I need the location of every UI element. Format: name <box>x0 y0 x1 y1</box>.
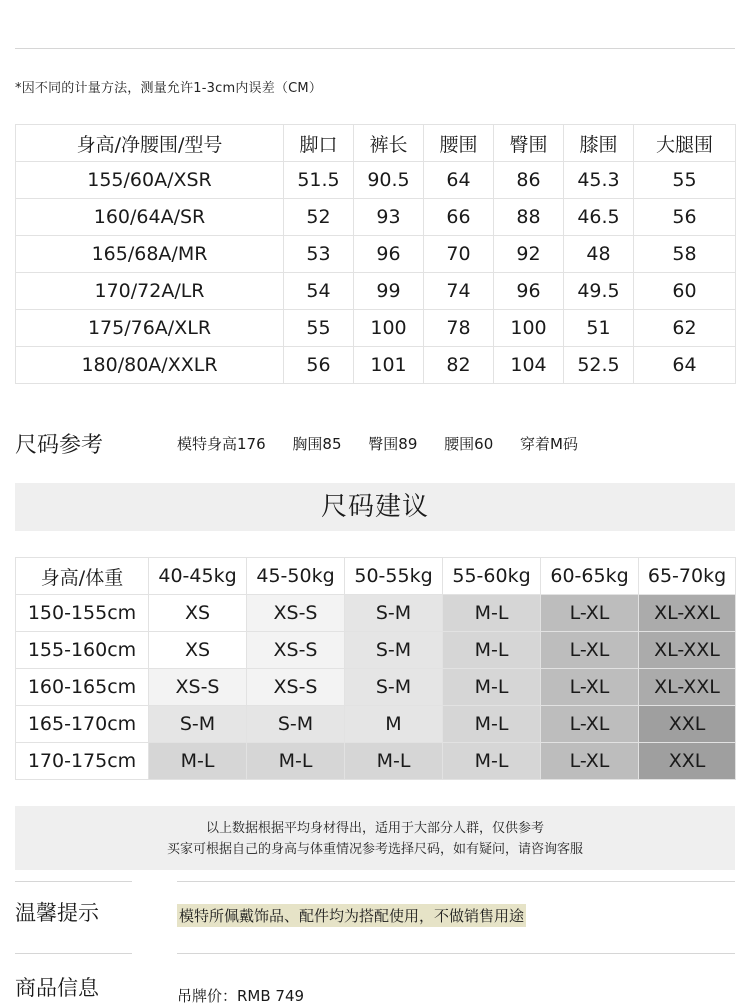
recommended-size-cell: XS-S <box>149 669 247 706</box>
recommended-size-cell: M <box>345 706 443 743</box>
column-header: 50-55kg <box>345 558 443 595</box>
recommended-size-cell: M-L <box>443 669 541 706</box>
measurement-cell: 55 <box>634 162 736 199</box>
recommended-size-cell: S-M <box>345 632 443 669</box>
height-range-cell: 155-160cm <box>16 632 149 669</box>
model-hip: 臀围89 <box>368 435 418 453</box>
recommended-size-cell: M-L <box>443 706 541 743</box>
measurement-cell: 49.5 <box>564 273 634 310</box>
size-reference-items <box>177 433 600 454</box>
table-row <box>16 310 736 347</box>
table-row <box>16 162 736 199</box>
measurement-cell: 62 <box>634 310 736 347</box>
table-row <box>16 632 736 669</box>
height-range-cell: 150-155cm <box>16 595 149 632</box>
column-header: 60-65kg <box>541 558 639 595</box>
recommended-size-cell: M-L <box>443 595 541 632</box>
recommended-size-cell: XS <box>149 632 247 669</box>
size-disclaimer <box>15 806 735 870</box>
measurement-cell: 70 <box>424 236 494 273</box>
measurement-cell: 99 <box>354 273 424 310</box>
column-header: 腰围 <box>424 125 494 162</box>
size-label-cell: 160/64A/SR <box>16 199 284 236</box>
measurement-cell: 56 <box>284 347 354 384</box>
model-height: 模特身高176 <box>177 435 266 453</box>
table-row <box>16 743 736 780</box>
measurement-cell: 66 <box>424 199 494 236</box>
measurement-cell: 58 <box>634 236 736 273</box>
column-header: 身高/净腰围/型号 <box>16 125 284 162</box>
measurement-cell: 55 <box>284 310 354 347</box>
table-row <box>16 347 736 384</box>
model-wearing-size: 穿着M码 <box>520 435 578 453</box>
size-reference-title: 尺码参考 <box>15 433 104 458</box>
top-divider <box>15 48 735 49</box>
measurement-cell: 46.5 <box>564 199 634 236</box>
disclaimer-line-2: 买家可根据自己的身高与体重情况参考选择尺码，如有疑问，请咨询客服 <box>166 842 583 857</box>
tag-price: 吊牌价：RMB 749 <box>177 987 305 1005</box>
measurement-cell: 60 <box>634 273 736 310</box>
info-divider-left <box>15 953 132 954</box>
model-waist: 腰围60 <box>444 435 494 453</box>
recommended-size-cell: S-M <box>345 669 443 706</box>
recommended-size-cell: M-L <box>247 743 345 780</box>
measurement-cell: 54 <box>284 273 354 310</box>
size-label-cell: 175/76A/XLR <box>16 310 284 347</box>
column-header: 身高/体重 <box>16 558 149 595</box>
size-label-cell: 170/72A/LR <box>16 273 284 310</box>
height-range-cell: 160-165cm <box>16 669 149 706</box>
recommended-size-cell: XS <box>149 595 247 632</box>
measurement-cell: 64 <box>634 347 736 384</box>
column-header: 65-70kg <box>639 558 736 595</box>
column-header: 55-60kg <box>443 558 541 595</box>
recommended-size-cell: L-XL <box>541 632 639 669</box>
measurement-cell: 100 <box>494 310 564 347</box>
recommended-size-cell: XXL <box>639 743 736 780</box>
size-advice-banner: 尺码建议 <box>15 483 735 531</box>
tips-divider-left <box>15 881 132 882</box>
table-header-row <box>16 125 736 162</box>
measurement-cell: 52.5 <box>564 347 634 384</box>
measurement-cell: 90.5 <box>354 162 424 199</box>
size-advice-table <box>15 557 736 780</box>
recommended-size-cell: XS-S <box>247 632 345 669</box>
measurement-cell: 92 <box>494 236 564 273</box>
measurement-cell: 52 <box>284 199 354 236</box>
recommended-size-cell: XL-XXL <box>639 669 736 706</box>
column-header: 大腿围 <box>634 125 736 162</box>
measurement-cell: 48 <box>564 236 634 273</box>
size-label-cell: 180/80A/XXLR <box>16 347 284 384</box>
measurement-cell: 86 <box>494 162 564 199</box>
measurement-cell: 104 <box>494 347 564 384</box>
disclaimer-line-1: 以上数据根据平均身材得出，适用于大部分人群，仅供参考 <box>205 821 544 836</box>
measurement-cell: 100 <box>354 310 424 347</box>
recommended-size-cell: M-L <box>443 632 541 669</box>
recommended-size-cell: M-L <box>345 743 443 780</box>
height-range-cell: 165-170cm <box>16 706 149 743</box>
recommended-size-cell: XL-XXL <box>639 595 736 632</box>
column-header: 45-50kg <box>247 558 345 595</box>
table-row <box>16 273 736 310</box>
measurement-cell: 93 <box>354 199 424 236</box>
measurement-cell: 53 <box>284 236 354 273</box>
tips-title: 温馨提示 <box>15 901 99 925</box>
table-header-row <box>16 558 736 595</box>
size-label-cell: 165/68A/MR <box>16 236 284 273</box>
table-row <box>16 595 736 632</box>
info-divider-right <box>177 953 735 954</box>
recommended-size-cell: L-XL <box>541 743 639 780</box>
column-header: 膝围 <box>564 125 634 162</box>
recommended-size-cell: S-M <box>345 595 443 632</box>
measurement-cell: 82 <box>424 347 494 384</box>
column-header: 40-45kg <box>149 558 247 595</box>
recommended-size-cell: XXL <box>639 706 736 743</box>
size-measurement-table <box>15 124 736 384</box>
recommended-size-cell: XL-XXL <box>639 632 736 669</box>
measurement-cell: 96 <box>354 236 424 273</box>
recommended-size-cell: L-XL <box>541 706 639 743</box>
measurement-cell: 88 <box>494 199 564 236</box>
recommended-size-cell: M-L <box>149 743 247 780</box>
product-info-title: 商品信息 <box>15 976 99 1000</box>
measurement-cell: 64 <box>424 162 494 199</box>
measurement-cell: 56 <box>634 199 736 236</box>
table-row <box>16 199 736 236</box>
measurement-cell: 96 <box>494 273 564 310</box>
measurement-cell: 51.5 <box>284 162 354 199</box>
measurement-cell: 101 <box>354 347 424 384</box>
height-range-cell: 170-175cm <box>16 743 149 780</box>
table-row <box>16 706 736 743</box>
tips-text: 模特所佩戴饰品、配件均为搭配使用，不做销售用途 <box>177 904 526 927</box>
recommended-size-cell: S-M <box>247 706 345 743</box>
size-label-cell: 155/60A/XSR <box>16 162 284 199</box>
model-bust: 胸围85 <box>292 435 342 453</box>
measurement-cell: 74 <box>424 273 494 310</box>
recommended-size-cell: S-M <box>149 706 247 743</box>
table-row <box>16 669 736 706</box>
measurement-cell: 51 <box>564 310 634 347</box>
table-row <box>16 236 736 273</box>
column-header: 臀围 <box>494 125 564 162</box>
recommended-size-cell: XS-S <box>247 595 345 632</box>
recommended-size-cell: M-L <box>443 743 541 780</box>
recommended-size-cell: XS-S <box>247 669 345 706</box>
column-header: 脚口 <box>284 125 354 162</box>
tips-divider-right <box>177 881 735 882</box>
measurement-cell: 45.3 <box>564 162 634 199</box>
recommended-size-cell: L-XL <box>541 669 639 706</box>
measurement-note: *因不同的计量方法，测量允许1-3cm内误差（CM） <box>15 81 323 96</box>
measurement-cell: 78 <box>424 310 494 347</box>
recommended-size-cell: L-XL <box>541 595 639 632</box>
column-header: 裤长 <box>354 125 424 162</box>
